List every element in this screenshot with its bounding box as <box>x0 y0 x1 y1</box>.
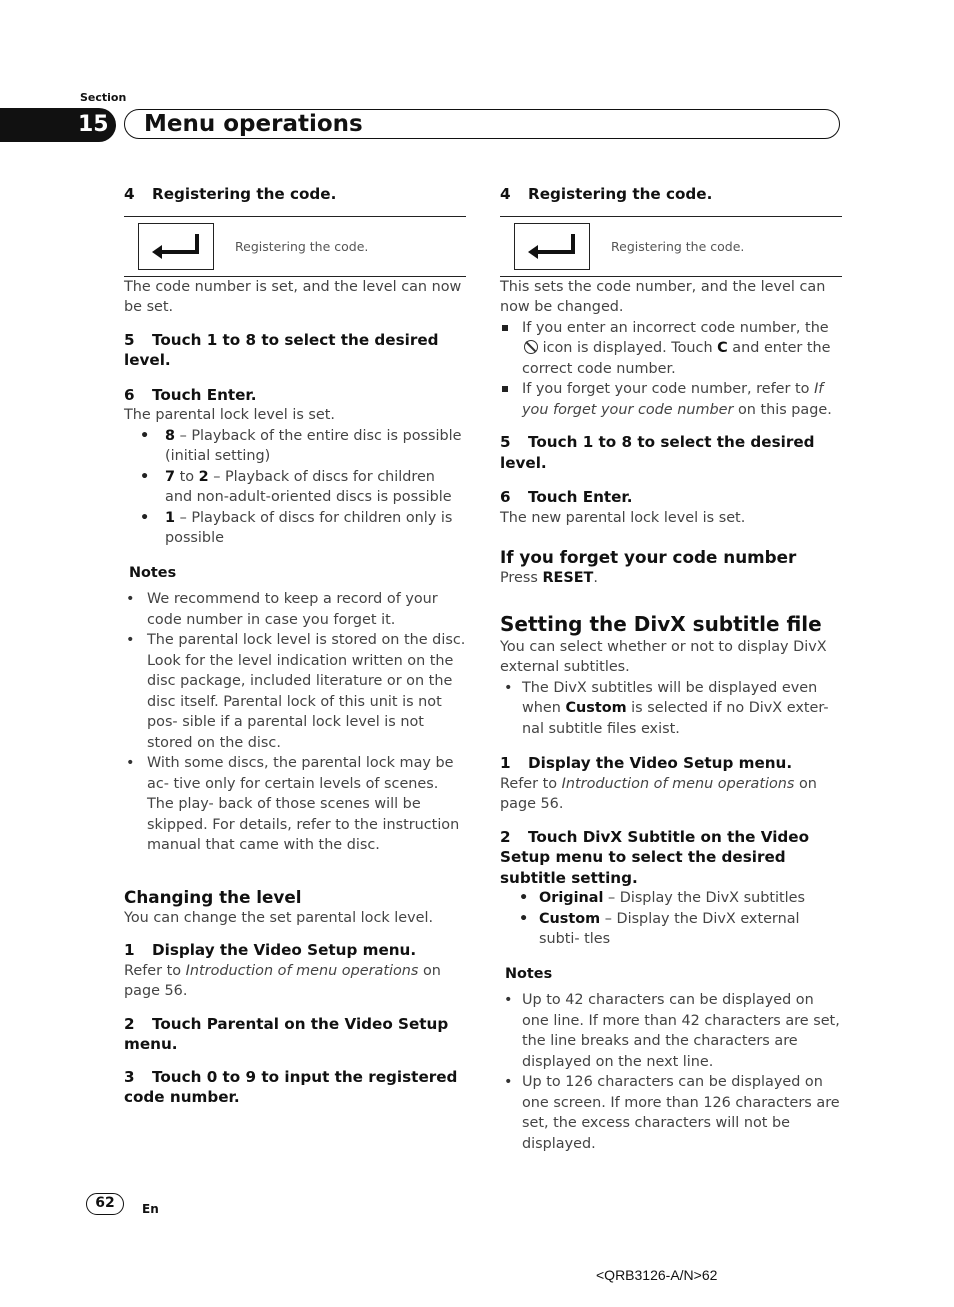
section-number: 15 <box>78 112 109 137</box>
section-label: Section <box>80 91 127 104</box>
enter-key-button[interactable] <box>514 223 590 270</box>
paragraph: Refer to Introduction of menu operations on page 56. <box>124 962 441 999</box>
divx-heading: Setting the DivX subtitle file <box>500 611 822 636</box>
note-item: • Up to 126 characters can be displayed on one screen. If more than 126 characters are set, the excess characters will not be displayed. <box>504 1074 840 1152</box>
right-column <box>500 184 842 1154</box>
change-step-3: 3 Touch 0 to 9 to input the registered code number. <box>124 1067 458 1106</box>
left-column <box>124 184 466 1108</box>
prohibited-icon <box>524 340 538 354</box>
paragraph: Press RESET. <box>500 570 598 586</box>
change-step-2: 2 Touch Parental on the Video Setup menu. <box>124 1014 449 1053</box>
paragraph: The code number is set, and the level can now be set. <box>124 278 462 315</box>
page-number: 62 <box>86 1193 124 1215</box>
note-item: • Up to 42 characters can be displayed on one line. If more than 42 characters are set, the line breaks and the characters are displayed on the next line. <box>504 992 840 1070</box>
step-5: 5 Touch 1 to 8 to select the desired level. <box>500 433 815 472</box>
list-item: • 1 – Playback of discs for children only is possible <box>140 509 453 546</box>
square-note: If you enter an incorrect code number, the icon is displayed. Touch C and enter the correct code number. <box>500 318 842 380</box>
list-item: • 7 to 2 – Playback of discs for children and non-adult-oriented discs is possible <box>140 468 452 505</box>
paragraph: The parental lock level is set. <box>124 407 335 423</box>
enter-icon <box>149 232 203 260</box>
paragraph: You can change the set parental lock level. <box>124 909 434 926</box>
step-6: 6 Touch Enter. <box>124 385 257 404</box>
notes-heading: Notes <box>505 965 553 982</box>
language-label: En <box>142 1202 159 1216</box>
paragraph: You can select whether or not to display DivX external subtitles. <box>500 638 827 675</box>
changing-heading: Changing the level <box>124 886 302 907</box>
option-item: • Custom – Display the DivX external subti- tles <box>519 910 800 947</box>
paragraph: The new parental lock level is set. <box>500 509 746 526</box>
note-item: • We recommend to keep a record of your code number in case you forget it. <box>126 591 438 628</box>
change-step-1: 1 Display the Video Setup menu. <box>124 941 417 959</box>
note-item: • With some discs, the parental lock may be ac- tive only for certain levels of scenes. The play- back of those scenes will be skipped. For details, refer to the instruction manual that came with the disc. <box>126 755 460 853</box>
notes-heading: Notes <box>129 564 177 581</box>
document-id: <QRB3126-A/N>62 <box>596 1267 718 1283</box>
note-item: • The parental lock level is stored on the disc. Look for the level indication written on the disc package, included literature or on the disc itself. Parental lock of this unit is not pos- sible if a parental lock level is not stored on the disc. <box>126 632 466 751</box>
divx-step-1: 1 Display the Video Setup menu. <box>500 754 793 772</box>
key-caption: Registering the code. <box>611 238 745 254</box>
enter-key-button[interactable] <box>138 223 214 270</box>
key-box-register <box>500 216 842 277</box>
list-item: • The DivX subtitles will be displayed even when Custom is selected if no DivX exter- nal subtitle files exist. <box>504 679 829 737</box>
key-box-register <box>124 216 466 277</box>
forget-heading: If you forget your code number <box>500 547 797 567</box>
step-6: 6 Touch Enter. <box>500 488 633 506</box>
divx-step-2: 2 Touch DivX Subtitle on the Video Setup menu to select the desired subtitle setting. <box>500 827 810 887</box>
step-4: 4 Registering the code. <box>500 185 713 203</box>
enter-icon <box>525 232 579 260</box>
paragraph: Refer to Introduction of menu operations on page 56. <box>500 775 817 812</box>
option-item: • Original – Display the DivX subtitles <box>519 890 805 906</box>
square-note: If you forget your code number, refer to If you forget your code number on this page. <box>500 379 842 420</box>
list-item: • 8 – Playback of the entire disc is possible (initial setting) <box>140 427 462 464</box>
page-title: Menu operations <box>144 111 363 137</box>
key-caption: Registering the code. <box>235 238 369 254</box>
step-4: 4 Registering the code. <box>124 185 337 203</box>
step-5: 5 Touch 1 to 8 to select the desired level. <box>124 330 439 369</box>
paragraph: This sets the code number, and the level can now be changed. <box>500 278 826 315</box>
